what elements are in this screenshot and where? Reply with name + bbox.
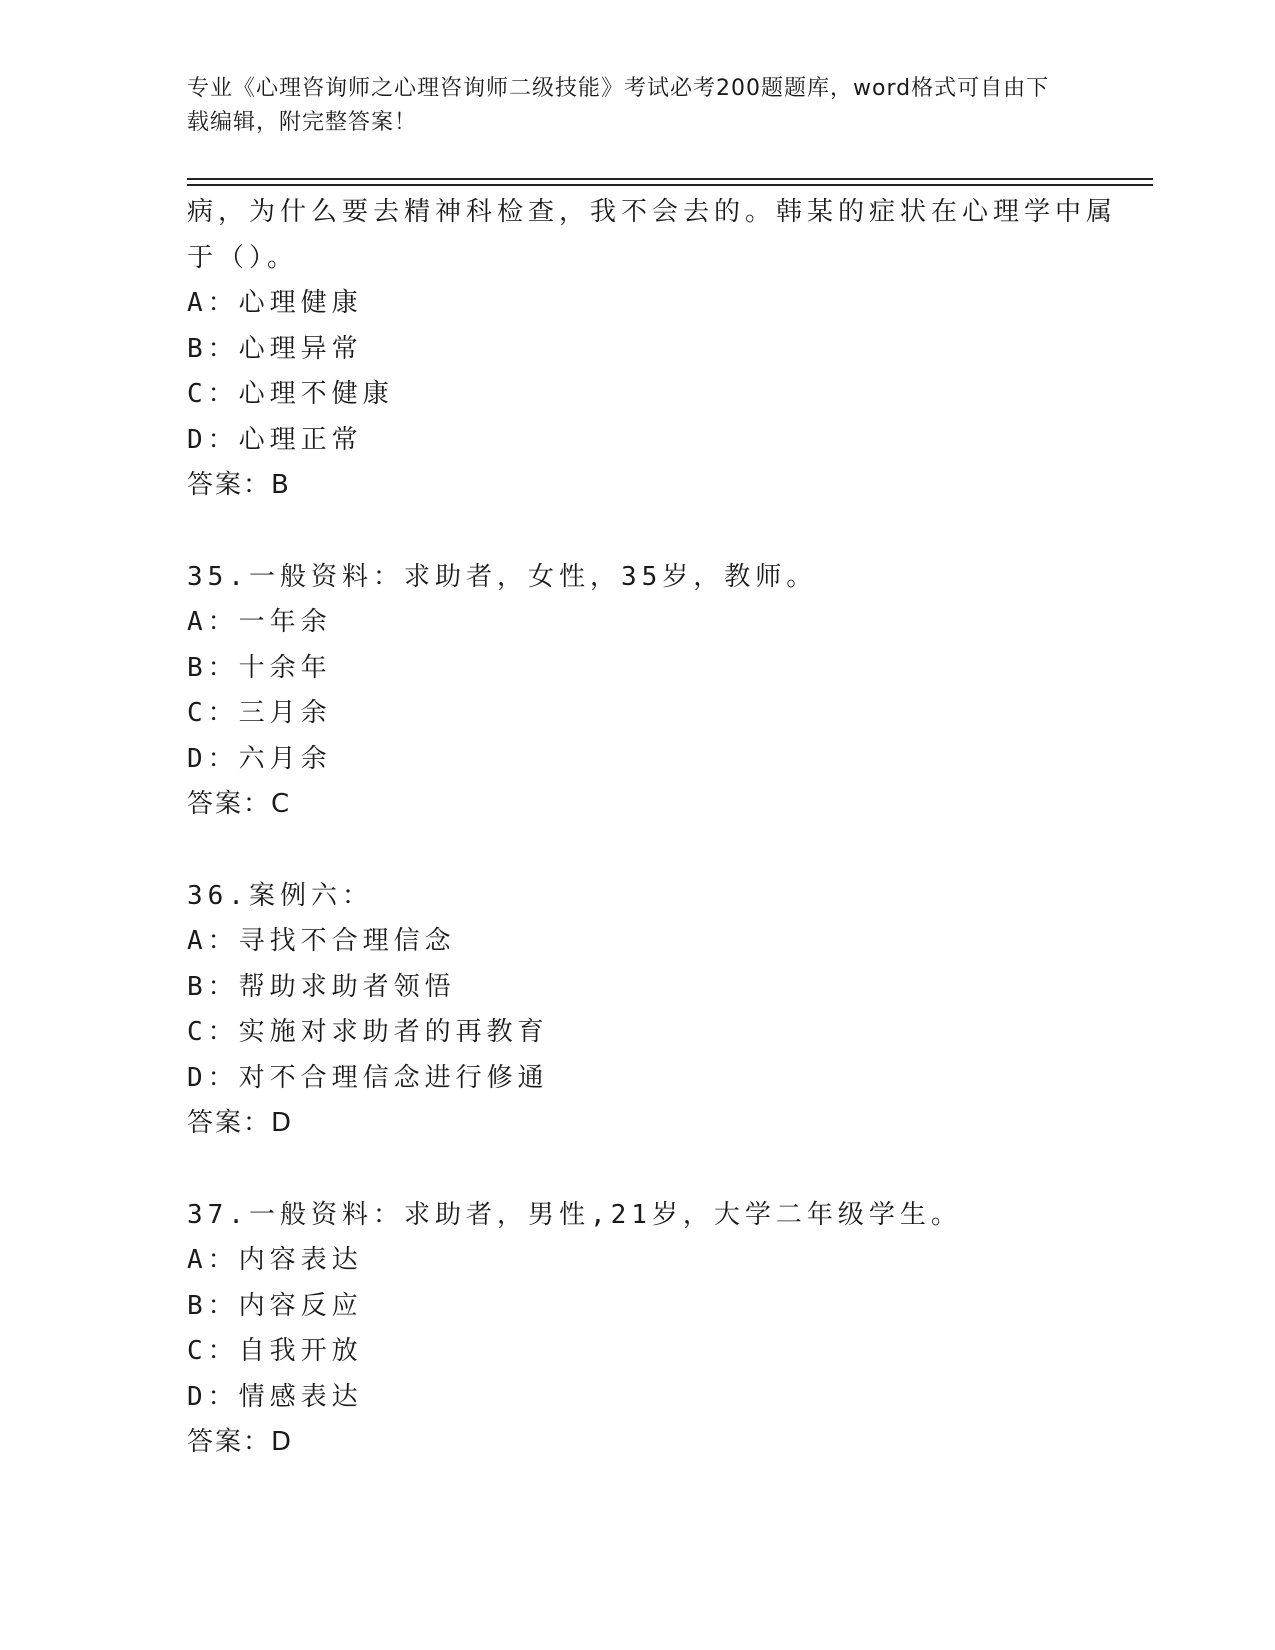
- option-c: C：三月余: [187, 698, 332, 728]
- option-a: A：内容表达: [187, 1245, 363, 1275]
- question-list: [187, 190, 1147, 1466]
- question-37: [187, 1193, 1147, 1466]
- question-stem-line: 于（）。: [187, 242, 299, 273]
- option-d: D：对不合理信念进行修通: [187, 1062, 549, 1093]
- option-a: A：一年余: [187, 607, 332, 637]
- option-b: B：心理异常: [187, 333, 363, 364]
- answer-line: 答案：B: [187, 470, 291, 500]
- question-stem: 35.一般资料：求助者，女性，35岁，教师。: [187, 561, 818, 592]
- question-stem: 36.案例六：: [187, 880, 373, 911]
- header-rule-top: [187, 178, 1153, 180]
- question-continuation: [187, 190, 1147, 509]
- question-stem-line: 病，为什么要去精神科检查，我不会去的。韩某的症状在心理学中属: [187, 197, 1118, 227]
- answer-line: 答案：D: [187, 1108, 294, 1138]
- option-c: C：心理不健康: [187, 379, 394, 409]
- option-b: B：十余年: [187, 652, 332, 683]
- answer-line: 答案：C: [187, 789, 292, 819]
- question-36: [187, 874, 1147, 1147]
- question-35: [187, 555, 1147, 828]
- answer-line: 答案：D: [187, 1427, 294, 1457]
- option-d: D：情感表达: [187, 1381, 363, 1412]
- option-b: B：帮助求助者领悟: [187, 971, 456, 1002]
- document-header: 专业《心理咨询师之心理咨询师二级技能》考试必考200题题库，word格式可自由下载编辑，附完整答案！: [187, 76, 1050, 135]
- option-b: B：内容反应: [187, 1290, 363, 1321]
- option-a: A：寻找不合理信念: [187, 926, 456, 956]
- option-c: C：实施对求助者的再教育: [187, 1017, 549, 1047]
- header-rule-bottom: [187, 184, 1153, 186]
- option-c: C：自我开放: [187, 1336, 363, 1366]
- option-d: D：心理正常: [187, 424, 363, 455]
- option-a: A：心理健康: [187, 288, 363, 318]
- option-d: D：六月余: [187, 743, 332, 774]
- question-stem: 37.一般资料：求助者，男性,21岁，大学二年级学生。: [187, 1199, 962, 1230]
